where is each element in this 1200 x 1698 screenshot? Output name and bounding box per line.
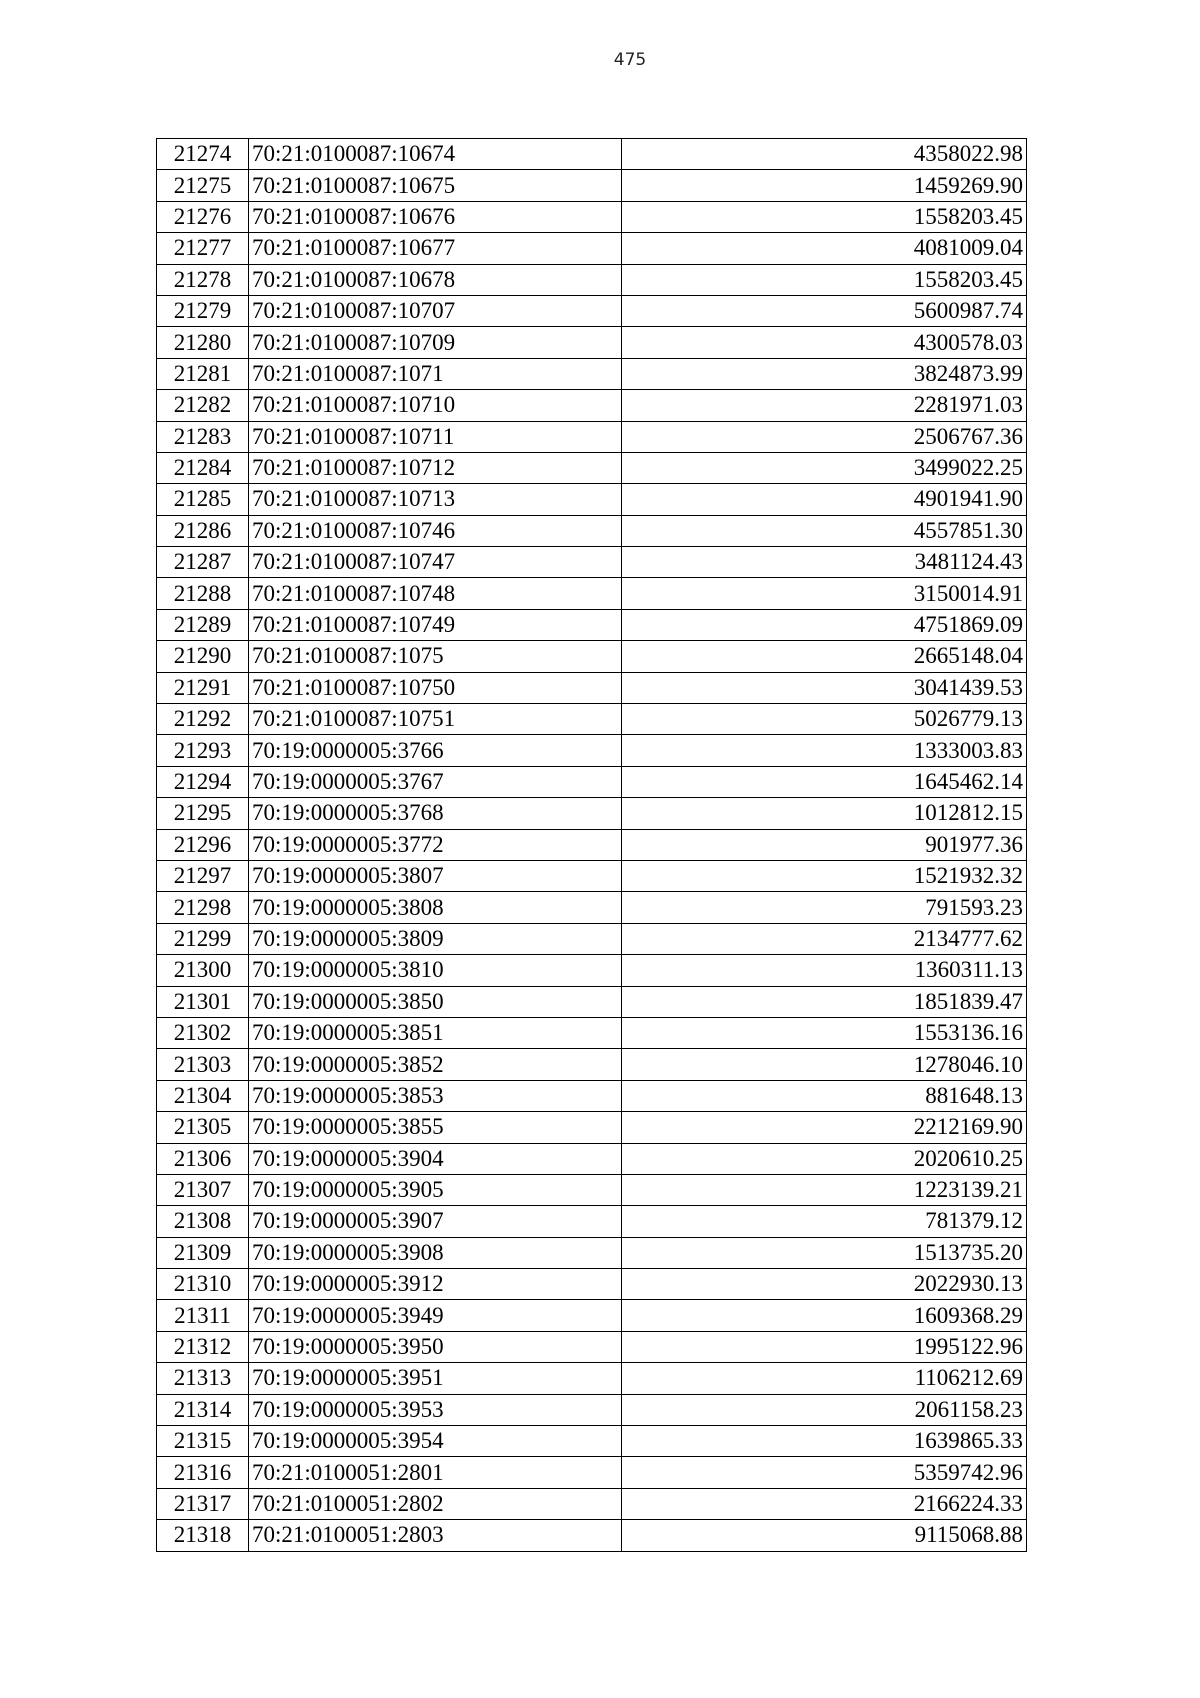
cadastral-number-cell: 70:19:0000005:3807 [249, 860, 622, 891]
value-cell: 1278046.10 [622, 1049, 1027, 1080]
value-cell: 3499022.25 [622, 452, 1027, 483]
row-number-cell: 21309 [157, 1237, 249, 1268]
table-row [157, 892, 1027, 923]
table-row [157, 955, 1027, 986]
row-number-cell: 21317 [157, 1488, 249, 1519]
table-row [157, 641, 1027, 672]
table-row [157, 1426, 1027, 1457]
table-row [157, 1206, 1027, 1237]
row-number-cell: 21318 [157, 1520, 249, 1551]
row-number-cell: 21288 [157, 578, 249, 609]
value-cell: 2166224.33 [622, 1488, 1027, 1519]
cadastral-number-cell: 70:19:0000005:3907 [249, 1206, 622, 1237]
row-number-cell: 21284 [157, 452, 249, 483]
value-cell: 2506767.36 [622, 421, 1027, 452]
row-number-cell: 21280 [157, 327, 249, 358]
table-row [157, 1017, 1027, 1048]
table-row [157, 295, 1027, 326]
value-cell: 901977.36 [622, 829, 1027, 860]
table-row [157, 547, 1027, 578]
row-number-cell: 21315 [157, 1426, 249, 1457]
table-row [157, 1520, 1027, 1551]
cadastral-value-table [156, 138, 1027, 1552]
row-number-cell: 21303 [157, 1049, 249, 1080]
value-cell: 1012812.15 [622, 798, 1027, 829]
table-body [157, 139, 1027, 1552]
cadastral-number-cell: 70:19:0000005:3949 [249, 1300, 622, 1331]
table-row [157, 264, 1027, 295]
value-cell: 4081009.04 [622, 233, 1027, 264]
cadastral-number-cell: 70:21:0100051:2802 [249, 1488, 622, 1519]
table-row [157, 1143, 1027, 1174]
table-row [157, 798, 1027, 829]
row-number-cell: 21291 [157, 672, 249, 703]
cadastral-number-cell: 70:19:0000005:3908 [249, 1237, 622, 1268]
cadastral-number-cell: 70:19:0000005:3810 [249, 955, 622, 986]
row-number-cell: 21282 [157, 390, 249, 421]
table-row [157, 923, 1027, 954]
cadastral-number-cell: 70:19:0000005:3855 [249, 1112, 622, 1143]
cadastral-number-cell: 70:19:0000005:3950 [249, 1331, 622, 1362]
row-number-cell: 21275 [157, 170, 249, 201]
row-number-cell: 21290 [157, 641, 249, 672]
cadastral-number-cell: 70:19:0000005:3772 [249, 829, 622, 860]
row-number-cell: 21277 [157, 233, 249, 264]
table-row [157, 421, 1027, 452]
row-number-cell: 21313 [157, 1363, 249, 1394]
table-row [157, 1237, 1027, 1268]
row-number-cell: 21292 [157, 704, 249, 735]
value-cell: 1333003.83 [622, 735, 1027, 766]
row-number-cell: 21285 [157, 484, 249, 515]
table-row [157, 986, 1027, 1017]
cadastral-number-cell: 70:19:0000005:3912 [249, 1269, 622, 1300]
row-number-cell: 21314 [157, 1394, 249, 1425]
value-cell: 3041439.53 [622, 672, 1027, 703]
table-row [157, 390, 1027, 421]
table-row [157, 829, 1027, 860]
table-row [157, 1457, 1027, 1488]
row-number-cell: 21305 [157, 1112, 249, 1143]
cadastral-number-cell: 70:19:0000005:3768 [249, 798, 622, 829]
cadastral-number-cell: 70:19:0000005:3951 [249, 1363, 622, 1394]
row-number-cell: 21316 [157, 1457, 249, 1488]
row-number-cell: 21298 [157, 892, 249, 923]
table-row [157, 1363, 1027, 1394]
row-number-cell: 21311 [157, 1300, 249, 1331]
row-number-cell: 21308 [157, 1206, 249, 1237]
value-cell: 1223139.21 [622, 1174, 1027, 1205]
table-row [157, 1112, 1027, 1143]
value-cell: 2022930.13 [622, 1269, 1027, 1300]
cadastral-number-cell: 70:21:0100087:10678 [249, 264, 622, 295]
cadastral-number-cell: 70:21:0100087:10677 [249, 233, 622, 264]
cadastral-number-cell: 70:21:0100087:10748 [249, 578, 622, 609]
cadastral-number-cell: 70:21:0100087:10674 [249, 139, 622, 170]
cadastral-number-cell: 70:21:0100087:10749 [249, 609, 622, 640]
table-row [157, 609, 1027, 640]
table-row [157, 452, 1027, 483]
value-cell: 1639865.33 [622, 1426, 1027, 1457]
row-number-cell: 21300 [157, 955, 249, 986]
table-row [157, 1049, 1027, 1080]
value-cell: 2281971.03 [622, 390, 1027, 421]
table-row [157, 515, 1027, 546]
value-cell: 2020610.25 [622, 1143, 1027, 1174]
cadastral-number-cell: 70:21:0100051:2803 [249, 1520, 622, 1551]
table-row [157, 170, 1027, 201]
value-cell: 4557851.30 [622, 515, 1027, 546]
value-cell: 3150014.91 [622, 578, 1027, 609]
table-row [157, 139, 1027, 170]
table-row [157, 735, 1027, 766]
row-number-cell: 21299 [157, 923, 249, 954]
value-cell: 4358022.98 [622, 139, 1027, 170]
value-cell: 2665148.04 [622, 641, 1027, 672]
row-number-cell: 21283 [157, 421, 249, 452]
value-cell: 3824873.99 [622, 358, 1027, 389]
cadastral-number-cell: 70:19:0000005:3853 [249, 1080, 622, 1111]
cadastral-number-cell: 70:21:0100087:10707 [249, 295, 622, 326]
cadastral-number-cell: 70:21:0100051:2801 [249, 1457, 622, 1488]
value-cell: 2212169.90 [622, 1112, 1027, 1143]
row-number-cell: 21294 [157, 766, 249, 797]
table-row [157, 766, 1027, 797]
table-row [157, 860, 1027, 891]
cadastral-number-cell: 70:19:0000005:3953 [249, 1394, 622, 1425]
table-row [157, 484, 1027, 515]
row-number-cell: 21287 [157, 547, 249, 578]
value-cell: 781379.12 [622, 1206, 1027, 1237]
cadastral-number-cell: 70:21:0100087:10750 [249, 672, 622, 703]
table-row [157, 358, 1027, 389]
value-cell: 3481124.43 [622, 547, 1027, 578]
row-number-cell: 21302 [157, 1017, 249, 1048]
cadastral-number-cell: 70:19:0000005:3905 [249, 1174, 622, 1205]
value-cell: 881648.13 [622, 1080, 1027, 1111]
table-row [157, 1300, 1027, 1331]
value-cell: 1558203.45 [622, 201, 1027, 232]
value-cell: 1513735.20 [622, 1237, 1027, 1268]
cadastral-number-cell: 70:19:0000005:3809 [249, 923, 622, 954]
row-number-cell: 21278 [157, 264, 249, 295]
table-row [157, 327, 1027, 358]
row-number-cell: 21304 [157, 1080, 249, 1111]
cadastral-number-cell: 70:21:0100087:10751 [249, 704, 622, 735]
row-number-cell: 21301 [157, 986, 249, 1017]
table-row [157, 1269, 1027, 1300]
value-cell: 9115068.88 [622, 1520, 1027, 1551]
cadastral-number-cell: 70:19:0000005:3808 [249, 892, 622, 923]
row-number-cell: 21310 [157, 1269, 249, 1300]
cadastral-number-cell: 70:19:0000005:3767 [249, 766, 622, 797]
row-number-cell: 21293 [157, 735, 249, 766]
cadastral-number-cell: 70:19:0000005:3766 [249, 735, 622, 766]
cadastral-number-cell: 70:19:0000005:3852 [249, 1049, 622, 1080]
cadastral-number-cell: 70:19:0000005:3904 [249, 1143, 622, 1174]
cadastral-number-cell: 70:21:0100087:10676 [249, 201, 622, 232]
row-number-cell: 21306 [157, 1143, 249, 1174]
value-cell: 791593.23 [622, 892, 1027, 923]
cadastral-number-cell: 70:21:0100087:10709 [249, 327, 622, 358]
table-row [157, 578, 1027, 609]
cadastral-number-cell: 70:21:0100087:10711 [249, 421, 622, 452]
row-number-cell: 21295 [157, 798, 249, 829]
row-number-cell: 21297 [157, 860, 249, 891]
value-cell: 1553136.16 [622, 1017, 1027, 1048]
cadastral-number-cell: 70:21:0100087:10710 [249, 390, 622, 421]
table-row [157, 1080, 1027, 1111]
row-number-cell: 21276 [157, 201, 249, 232]
value-cell: 1360311.13 [622, 955, 1027, 986]
value-cell: 2061158.23 [622, 1394, 1027, 1425]
table-row [157, 1488, 1027, 1519]
value-cell: 4901941.90 [622, 484, 1027, 515]
table-row [157, 1174, 1027, 1205]
value-cell: 2134777.62 [622, 923, 1027, 954]
value-cell: 1995122.96 [622, 1331, 1027, 1362]
table-row [157, 201, 1027, 232]
value-cell: 1609368.29 [622, 1300, 1027, 1331]
value-cell: 1645462.14 [622, 766, 1027, 797]
table-row [157, 233, 1027, 264]
cadastral-number-cell: 70:21:0100087:10747 [249, 547, 622, 578]
cadastral-number-cell: 70:21:0100087:10712 [249, 452, 622, 483]
value-cell: 4300578.03 [622, 327, 1027, 358]
value-cell: 5359742.96 [622, 1457, 1027, 1488]
cadastral-number-cell: 70:19:0000005:3850 [249, 986, 622, 1017]
value-cell: 5026779.13 [622, 704, 1027, 735]
value-cell: 1521932.32 [622, 860, 1027, 891]
value-cell: 1459269.90 [622, 170, 1027, 201]
row-number-cell: 21312 [157, 1331, 249, 1362]
value-cell: 5600987.74 [622, 295, 1027, 326]
table-row [157, 1394, 1027, 1425]
row-number-cell: 21279 [157, 295, 249, 326]
row-number-cell: 21296 [157, 829, 249, 860]
table-row [157, 704, 1027, 735]
cadastral-number-cell: 70:21:0100087:10746 [249, 515, 622, 546]
value-cell: 1558203.45 [622, 264, 1027, 295]
row-number-cell: 21281 [157, 358, 249, 389]
row-number-cell: 21286 [157, 515, 249, 546]
value-cell: 1851839.47 [622, 986, 1027, 1017]
table-row [157, 1331, 1027, 1362]
row-number-cell: 21307 [157, 1174, 249, 1205]
row-number-cell: 21274 [157, 139, 249, 170]
table-row [157, 672, 1027, 703]
cadastral-number-cell: 70:21:0100087:1071 [249, 358, 622, 389]
page-number: 475 [613, 50, 647, 70]
value-cell: 1106212.69 [622, 1363, 1027, 1394]
cadastral-number-cell: 70:21:0100087:10713 [249, 484, 622, 515]
value-cell: 4751869.09 [622, 609, 1027, 640]
cadastral-number-cell: 70:19:0000005:3954 [249, 1426, 622, 1457]
cadastral-number-cell: 70:21:0100087:10675 [249, 170, 622, 201]
row-number-cell: 21289 [157, 609, 249, 640]
cadastral-number-cell: 70:21:0100087:1075 [249, 641, 622, 672]
cadastral-number-cell: 70:19:0000005:3851 [249, 1017, 622, 1048]
